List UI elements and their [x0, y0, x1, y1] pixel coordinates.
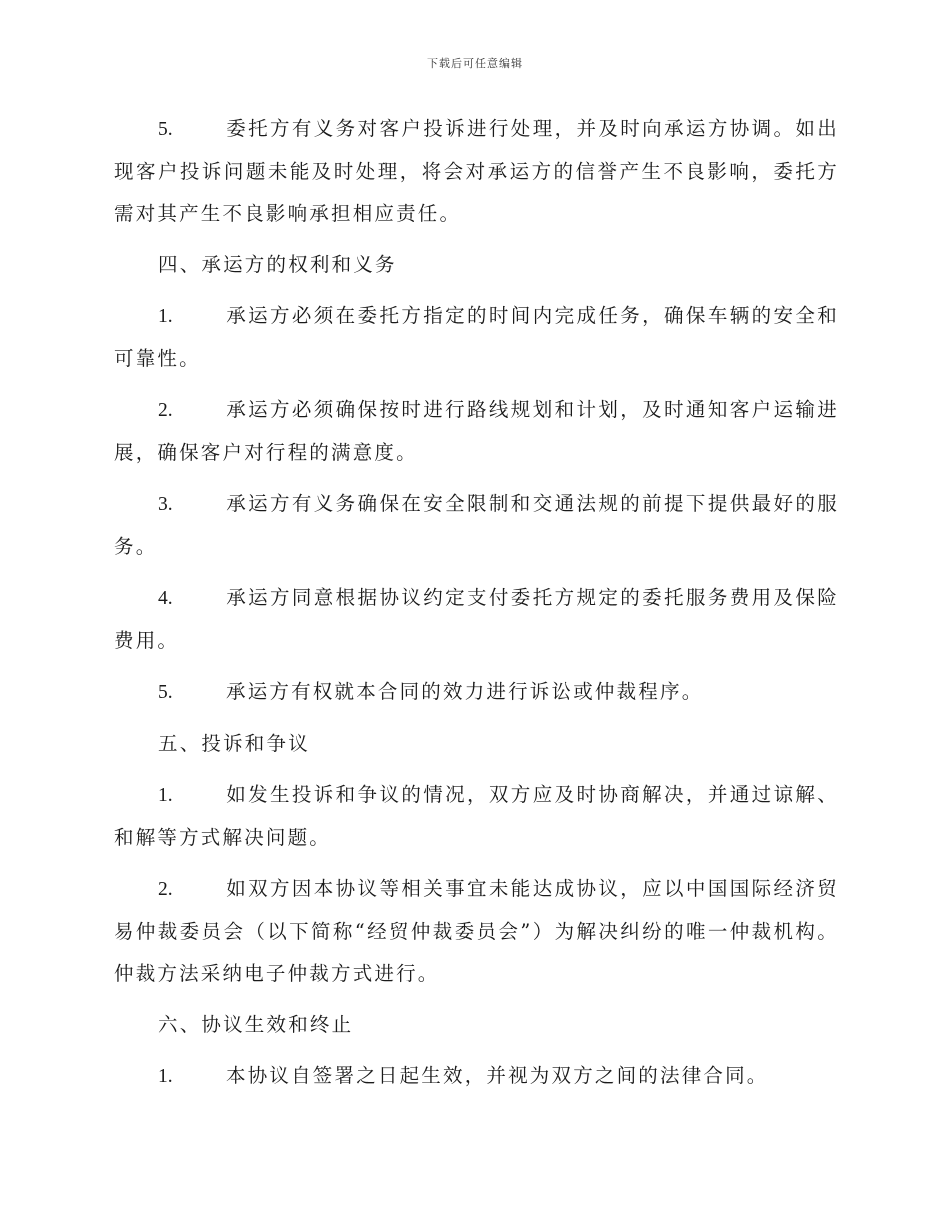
section-heading: 四、承运方的权利和义务	[158, 253, 397, 276]
clause-text: 如双方因本协议等相关事宜未能达成协议，应以中国国际经济贸易仲裁委员会（以下简称“经贸仲裁委员会”）为解决纠纷的唯一仲裁机构。仲裁方法采纳电子仲裁方式进行。	[114, 877, 839, 985]
clause-paragraph	[114, 1055, 839, 1098]
clause-number: 1.	[158, 785, 173, 806]
page-header: 下载后可任意编辑	[427, 57, 523, 70]
clause-paragraph	[114, 108, 839, 235]
clause-paragraph	[114, 671, 839, 714]
clause-text: 承运方有权就本合同的效力进行诉讼或仲裁程序。	[226, 680, 704, 703]
section-heading: 六、协议生效和终止	[158, 1013, 354, 1036]
clause-paragraph	[114, 868, 839, 995]
document-body	[114, 108, 839, 1107]
section-heading: 五、投诉和争议	[158, 732, 310, 755]
clause-number: 1.	[158, 306, 173, 327]
clause-number: 5.	[158, 682, 173, 703]
clause-paragraph	[114, 295, 839, 380]
clause-number: 5.	[158, 119, 173, 140]
clause-paragraph	[114, 577, 839, 662]
clause-number: 2.	[158, 400, 173, 421]
clause-text: 如发生投诉和争议的情况，双方应及时协商解决，并通过谅解、和解等方式解决问题。	[114, 783, 839, 849]
clause-number: 4.	[158, 588, 173, 609]
clause-paragraph	[114, 389, 839, 474]
clause-number: 3.	[158, 494, 173, 515]
clause-paragraph	[114, 774, 839, 859]
clause-paragraph	[114, 483, 839, 568]
clause-text: 委托方有义务对客户投诉进行处理，并及时向承运方协调。如出现客户投诉问题未能及时处理，将会对承运方的信誉产生不良影响，委托方需对其产生不良影响承担相应责任。	[114, 117, 839, 225]
clause-text: 承运方必须确保按时进行路线规划和计划，及时通知客户运输进展，确保客户对行程的满意度。	[114, 398, 839, 464]
clause-text: 承运方同意根据协议约定支付委托方规定的委托服务费用及保险费用。	[114, 586, 839, 652]
clause-text: 承运方有义务确保在安全限制和交通法规的前提下提供最好的服务。	[114, 492, 839, 558]
clause-number: 1.	[158, 1066, 173, 1087]
clause-text: 本协议自签署之日起生效，并视为双方之间的法律合同。	[226, 1064, 769, 1087]
clause-text: 承运方必须在委托方指定的时间内完成任务，确保车辆的安全和可靠性。	[114, 304, 839, 370]
clause-number: 2.	[158, 879, 173, 900]
